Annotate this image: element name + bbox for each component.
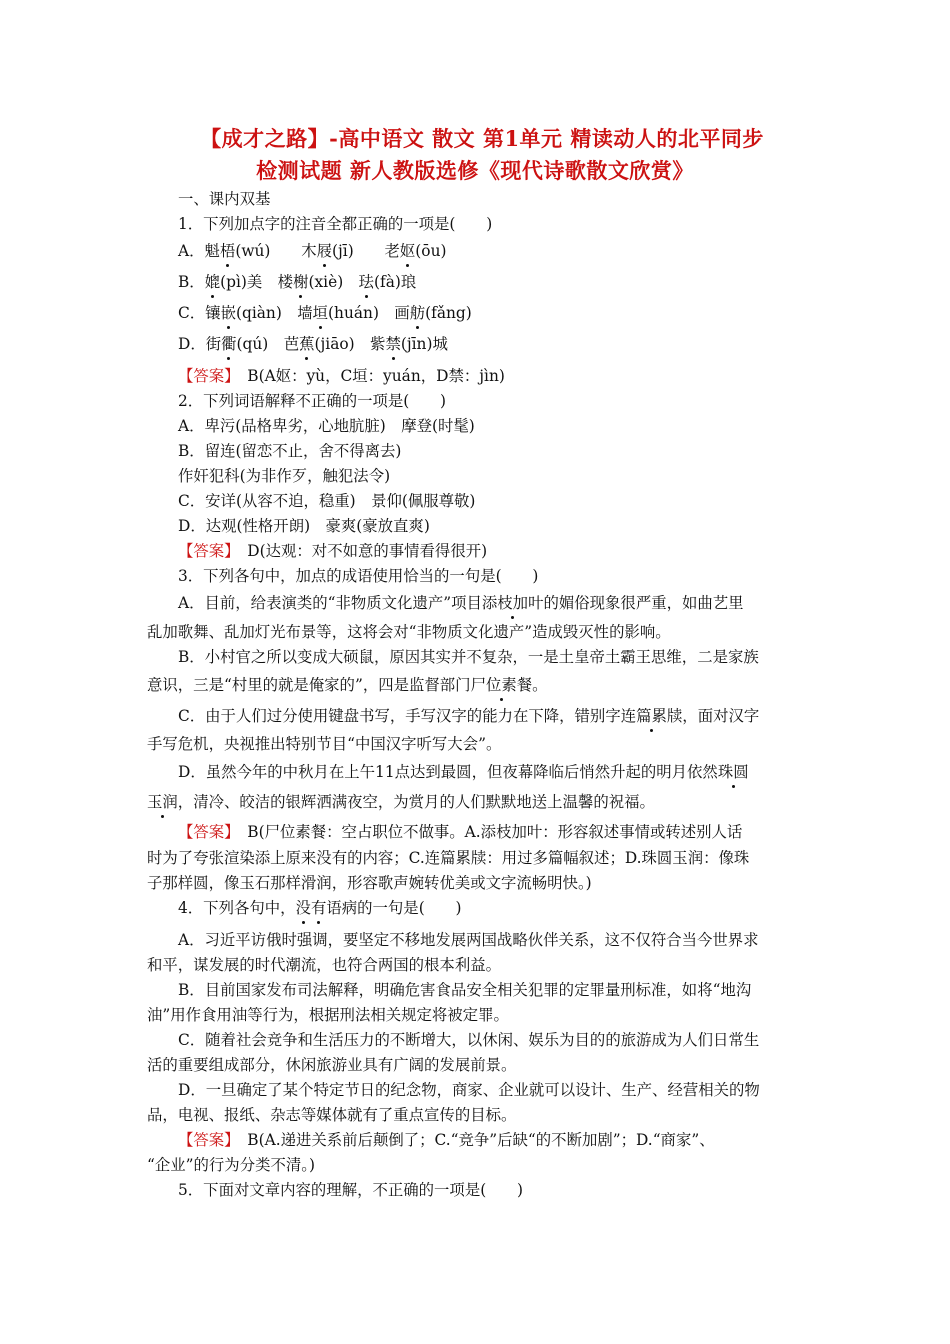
text: A．目前，给表演类的“非物质文化遗产”项目 — [178, 594, 482, 612]
document-title-line-2: 检测试题 新人教版选修《现代诗歌散文欣赏》 — [256, 158, 694, 183]
dotted-idiom: 尸位素餐 — [470, 676, 533, 694]
text: (jīn)城 — [400, 335, 448, 353]
q4-option-d-line2: 品，电视、报纸、杂志等媒体就有了重点宣传的目标。 — [147, 1106, 517, 1124]
q4-option-b-line1: B．目前国家发布司法解释，明确危害食品安全相关犯罪的定罪量刑标准，如将“地沟 — [178, 981, 752, 999]
text: C．由于人们过分使用键盘书写，手写汉字的能力在下降，错别字 — [178, 707, 621, 725]
q2-stem: 2．下列词语解释不正确的一项是( ) — [178, 392, 447, 410]
text: (ōu) — [415, 242, 447, 260]
text: ，面对汉字 — [682, 707, 760, 725]
text: (wú) 木 — [235, 242, 317, 260]
q1-option-a — [178, 241, 446, 261]
q4-option-a-line1: A．习近平访俄时强调，要坚定不移地发展两国战略伙伴关系，这不仅符合当今世界求 — [178, 931, 759, 949]
text: D．虽然今年的中秋月在上午11点达到最圆，但夜幕降临后悄然升起的明月依然 — [178, 763, 718, 781]
text: (huán) 画 — [328, 304, 410, 322]
q3-answer-line3: 子那样圆，像玉石那样滑润，形容歌声婉转优美或文字流畅明快。) — [147, 874, 592, 892]
q4-option-b-line2: 油”用作食用油等行为，根据刑法相关规定将被定罪。 — [147, 1006, 509, 1024]
q1-answer — [178, 366, 505, 386]
dotted-char: 蕉 — [299, 335, 315, 353]
text: 。 — [532, 676, 548, 694]
q1-stem: 1．下列加点字的注音全都正确的一项是( ) — [178, 215, 493, 233]
q3-option-a-line2: 乱加歌舞、乱加灯光布景等，这将会对“非物质文化遗产”造成毁灭性的影响。 — [147, 623, 671, 641]
q2-option-b-continued: 作奸犯科(为非作歹，触犯法令) — [178, 467, 391, 485]
q3-option-c-line2: 手写危机，央视推出特别节目“中国汉字听写大会”。 — [147, 735, 502, 753]
answer-text: B(A妪：yù，C垣：yuán，D禁：jìn) — [247, 367, 505, 385]
dotted-idiom: 连篇累牍 — [620, 707, 683, 725]
q5-stem: 5．下面对文章内容的理解，不正确的一项是( ) — [178, 1181, 524, 1199]
answer-text: D(达观：对不如意的事情看得很开) — [247, 542, 488, 560]
q3-option-b-line2 — [147, 675, 548, 695]
section-heading: 一、课内双基 — [178, 190, 271, 208]
dotted-idiom: 珠圆 — [717, 763, 749, 781]
text: D．街 — [178, 335, 222, 353]
q2-option-b: B．留连(留恋不止，舍不得离去) — [178, 442, 402, 460]
q3-option-b-line1: B．小村官之所以变成大硕鼠，原因其实并不复杂，一是土皇帝土霸王思维，二是家族 — [178, 648, 759, 666]
text: (fà)琅 — [374, 273, 417, 291]
dotted-char: 有 — [310, 899, 327, 917]
answer-tag: 【答案】 — [178, 367, 232, 385]
text: C．镶 — [178, 304, 221, 322]
text: 4．下列各句中， — [178, 899, 296, 917]
q2-option-a: A．卑污(品格卑劣，心地肮脏) 摩登(时髦) — [178, 417, 475, 435]
q4-option-d-line1: D．一旦确定了某个特定节日的纪念物，商家、企业就可以设计、生产、经营相关的物 — [178, 1081, 760, 1099]
q4-answer-line1 — [178, 1130, 715, 1150]
q3-answer-line1 — [178, 822, 742, 842]
text: (jiāo) 紫 — [314, 335, 386, 353]
q1-option-b — [178, 272, 416, 292]
answer-text: B(尸位素餐：空占职位不做事。A.添枝加叶：形容叙述事情或转述别人话 — [247, 823, 743, 841]
text: (jī) 老 — [332, 242, 400, 260]
text: (qiàn) 墙 — [235, 304, 313, 322]
q4-stem — [178, 898, 461, 918]
q4-answer-line2: “企业”的行为分类不清。) — [147, 1156, 315, 1174]
dotted-char: 媲 — [204, 273, 221, 291]
q4-option-c-line2: 活的重要组成部分，休闲旅游业具有广阔的发展前景。 — [147, 1056, 517, 1074]
dotted-char: 嵌 — [220, 304, 236, 322]
dotted-char: 垣 — [312, 304, 329, 322]
text: (pì)美 楼 — [220, 273, 294, 291]
text: 的媚俗现象很严重，如曲艺里 — [543, 594, 744, 612]
q4-option-c-line1: C．随着社会竞争和生活压力的不断增大，以休闲、娱乐为目的的旅游成为人们日常生 — [178, 1031, 760, 1049]
q3-option-c-line1 — [178, 706, 759, 726]
q4-option-a-line2: 和平，谋发展的时代潮流，也符合两国的根本利益。 — [147, 956, 501, 974]
dotted-idiom: 添枝加叶 — [481, 594, 544, 612]
dotted-idiom: 玉润 — [147, 793, 178, 811]
q3-option-d-line2 — [147, 792, 655, 812]
dotted-char: 梧 — [219, 242, 236, 260]
q1-option-c — [178, 303, 472, 323]
q3-option-d-line1 — [178, 762, 749, 782]
q2-option-c: C．安详(从容不迫，稳重) 景仰(佩服尊敬) — [178, 492, 476, 510]
dotted-char: 舫 — [409, 304, 426, 322]
text: B． — [178, 273, 205, 291]
answer-tag: 【答案】 — [178, 1131, 232, 1149]
answer-text: B(A.递进关系前后颠倒了；C.“竞争”后缺“的不断加剧”；D.“商家”、 — [247, 1131, 715, 1149]
text: (qú) 芭 — [236, 335, 300, 353]
dotted-char: 珐 — [358, 273, 375, 291]
q3-option-a-line1 — [178, 593, 744, 613]
text: 意识，三是“村里的就是俺家的”，四是监督部门 — [147, 676, 471, 694]
dotted-char: 没 — [295, 899, 311, 917]
q1-option-d — [178, 334, 448, 354]
answer-tag: 【答案】 — [178, 823, 232, 841]
answer-tag: 【答案】 — [178, 542, 232, 560]
dotted-char: 榭 — [293, 273, 309, 291]
q3-stem: 3．下列各句中，加点的成语使用恰当的一句是( ) — [178, 567, 539, 585]
dotted-char: 屐 — [316, 242, 332, 260]
dotted-char: 衢 — [221, 335, 237, 353]
text: ，清冷、皎洁的银辉洒满夜空，为赏月的人们默默地送上温馨的祝福。 — [177, 793, 655, 811]
text: A．魁 — [178, 242, 220, 260]
dotted-char: 妪 — [399, 242, 416, 260]
text: (fǎng) — [425, 304, 472, 322]
text: 语病的一句是( ) — [326, 899, 462, 917]
q2-option-d: D．达观(性格开朗) 豪爽(豪放直爽) — [178, 517, 430, 535]
text: (xiè) — [308, 273, 359, 291]
q3-answer-line2: 时为了夸张渲染添上原来没有的内容；C.连篇累牍：用过多篇幅叙述；D.珠圆玉润：像珠 — [147, 849, 750, 867]
dotted-char: 禁 — [385, 335, 401, 353]
document-title-line-1: 【成才之路】-高中语文 散文 第1单元 精读动人的北平同步 — [200, 126, 764, 151]
q2-answer — [178, 541, 487, 561]
